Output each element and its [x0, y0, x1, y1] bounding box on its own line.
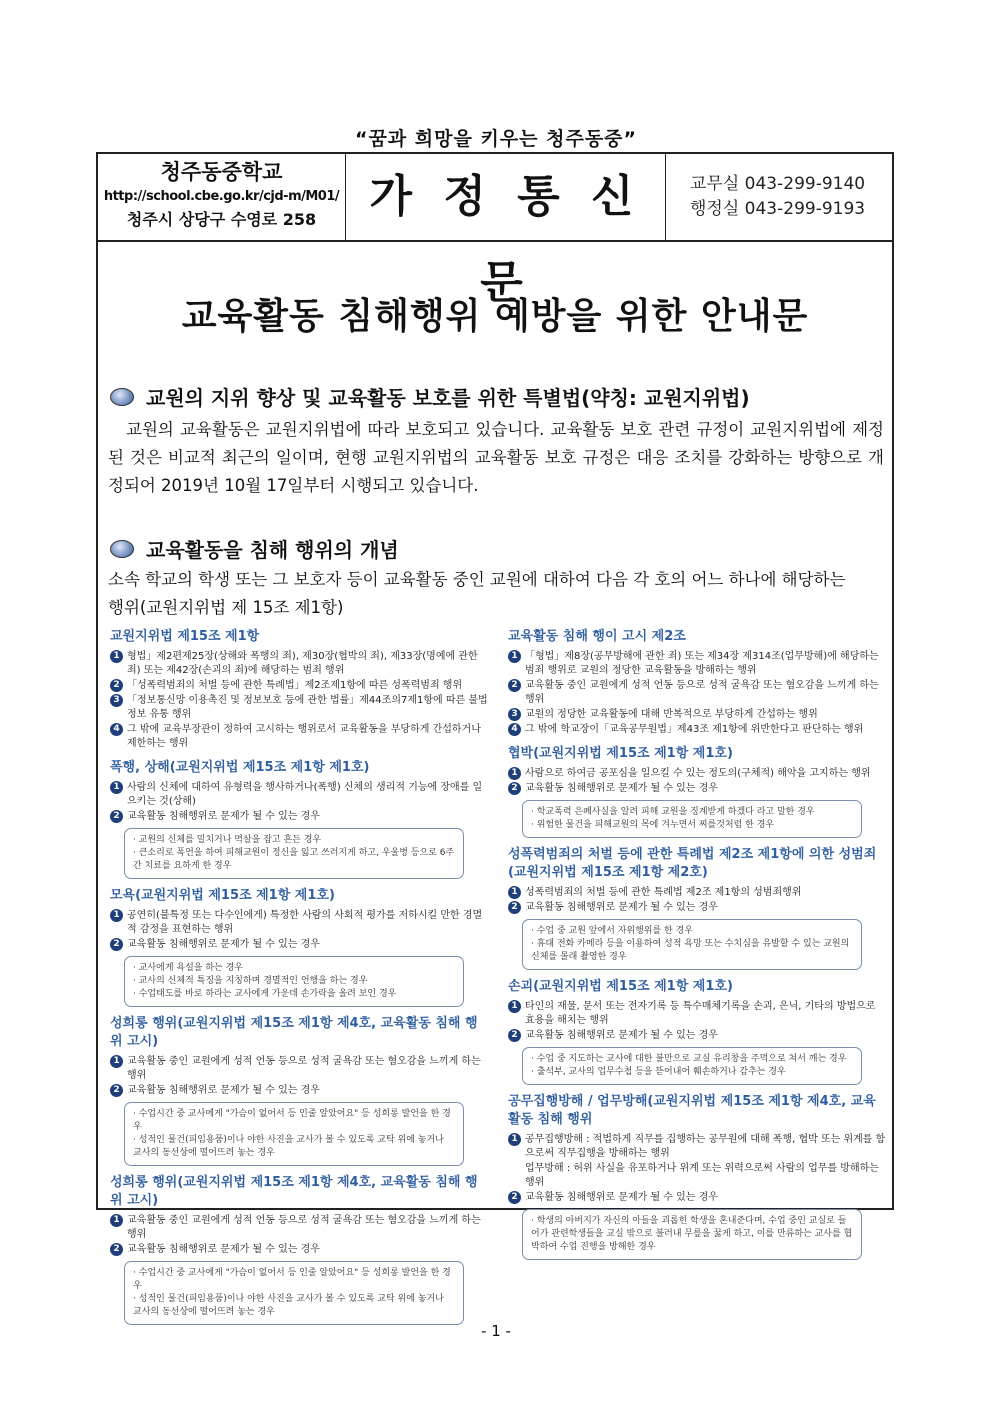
example-line: · 수업시간 중 교사에게 "가슴이 없어서 등 인줄 알았어요" 등 성희롱 발언을 한 경우: [133, 1108, 455, 1134]
phone-office: 교무실 043-299-9140: [690, 174, 866, 194]
item-text: 교육활동 침해행위로 문제가 될 수 있는 경우: [525, 1192, 718, 1203]
example-line: · 출석부, 교사의 업무수첩 등을 뜯어내어 훼손하거나 감추는 경우: [531, 1066, 853, 1079]
item-text: 그 밖에 교육부장관이 정하여 고시하는 행위로서 교육활동을 부당하게 간섭하거나 제한하는 행위: [127, 724, 481, 749]
example-line: · 큰소리로 폭언을 하여 피해교원이 정신을 잃고 쓰러지게 하고, 우울병 등으로 6주간 치료를 요하게 한 경우: [133, 847, 455, 873]
header: [98, 154, 892, 308]
item-text: 공연히(불특정 또는 다수인에게) 특정한 사람의 사회적 평가를 저하시킬 만한 경멸적 감정을 표현하는 행위: [127, 910, 483, 935]
number-badge: 1: [110, 650, 123, 663]
law-block: [110, 628, 490, 751]
main-title: 교육활동 침해행위 예방을 위한 안내문: [181, 296, 809, 337]
number-badge: 3: [110, 694, 123, 707]
law-block: [508, 745, 888, 838]
section2-heading-text: 교육활동을 침해 행위의 개념: [146, 538, 399, 562]
example-line: · 수업태도를 바로 하라는 교사에게 가운데 손가락을 올려 보인 경우: [133, 988, 455, 1001]
item-text: 「형법」제8장(공무방해에 관한 죄) 또는 제34장 제314조(업무방해)에 해당하는 범죄 행위로 교원의 정당한 교육활동을 방해하는 행위: [525, 651, 879, 676]
item-text: 사람의 신체에 대하여 유형력을 행사하거나(폭행) 신체의 생리적 기능에 장애를 일으키는 것(상해): [127, 782, 483, 807]
example-line: · 휴대 전화 카메라 등을 이용하여 성적 욕망 또는 수치심을 유발할 수 있는 교원의 신체를 몰래 촬영한 경우: [531, 938, 853, 964]
item-text: 사람으로 하여금 공포심을 일으킬 수 있는 정도의(구체적) 해악을 고지하는 행위: [525, 768, 871, 779]
example-line: · 학교폭력 은폐사실을 알려 피해 교원을 징계받게 하겠다 라고 말한 경우: [531, 806, 853, 819]
left-column: [110, 628, 490, 1333]
number-badge: 4: [110, 723, 123, 736]
example-line: · 수업시간 중 교사에게 "가슴이 없어서 등 인줄 알았어요" 등 성희롱 발언을 한 경우: [133, 1267, 455, 1293]
newsletter-title: 가 정 통 신 문: [369, 171, 642, 308]
list-item: [508, 1000, 888, 1028]
example-box: [522, 800, 862, 838]
phone-admin: 행정실 043-299-9193: [690, 199, 866, 219]
list-item: [110, 810, 490, 824]
example-line: · 교원의 신체를 밀치거나 멱살을 잡고 흔든 경우: [133, 834, 455, 847]
law-block: [110, 759, 490, 879]
block-title: 교육활동 침해 행이 고시 제2조: [508, 629, 686, 644]
item-text: 공무집행방해 : 적법하게 직무를 집행하는 공무원에 대해 폭행, 협박 또는 위계를 함으로써 직무집행을 방해하는 행위: [525, 1134, 886, 1159]
list-item: [508, 901, 888, 915]
list-item: [508, 767, 888, 781]
school-info: [98, 154, 346, 240]
list-item: [110, 694, 490, 722]
item-text: 교육활동 중인 교원에게 성적 언동 등으로 성적 굴욕감 또는 혐오감을 느끼게 하는 행위: [127, 1215, 481, 1240]
item-text: 교육활동 중인 교원에게 성적 언동 등으로 성적 굴욕감 또는 혐오감을 느끼게 하는 행위: [525, 680, 879, 705]
school-url[interactable]: http://school.cbe.go.kr/cjd-m/M01/: [103, 189, 340, 204]
number-badge: 2: [508, 782, 521, 795]
number-badge: 1: [508, 767, 521, 780]
item-text: 교원의 정당한 교육활동에 대해 반복적으로 부당하게 간섭하는 행위: [525, 709, 818, 720]
law-block: [508, 1093, 888, 1260]
item-text: 교육활동 침해행위로 문제가 될 수 있는 경우: [525, 783, 718, 794]
block-title: 공무집행방해 / 업무방해(교원지위법 제15조 제1항 제4호, 교육활동 침해 행위: [508, 1094, 876, 1127]
list-item: [110, 938, 490, 952]
number-badge: 4: [508, 723, 521, 736]
newsletter-title-cell: [346, 154, 666, 308]
example-line: · 수업 중 지도하는 교사에 대한 불만으로 교실 유리창을 주먹으로 쳐서 깨는 경우: [531, 1053, 853, 1066]
number-badge: 1: [508, 1000, 521, 1013]
motto: “꿈과 희망을 키우는 청주동중”: [354, 128, 638, 150]
example-box: [522, 1047, 862, 1085]
example-line: · 교사의 신체적 특징을 지칭하며 경멸적인 언행을 하는 경우: [133, 975, 455, 988]
example-box: [124, 1102, 464, 1166]
block-title: 협박(교원지위법 제15조 제1항 제1호): [508, 746, 733, 761]
example-line: · 위험한 물건을 피해교원의 목에 겨누면서 찌를것처럼 한 경우: [531, 819, 853, 832]
example-line: · 교사에게 욕설을 하는 경우: [133, 962, 455, 975]
list-item: [110, 909, 490, 937]
law-block: [508, 628, 888, 737]
item-text: 업무방해 : 허위 사실을 유포하거나 위계 또는 위력으로써 사람의 업무를 방해하는 행위: [525, 1163, 879, 1188]
number-badge: 1: [110, 909, 123, 922]
list-item: [110, 1214, 490, 1242]
law-block: [110, 1015, 490, 1166]
item-text: 성폭력범죄의 처벌 등에 관한 특례법 제2조 제1항의 성범죄행위: [525, 887, 802, 898]
number-badge: 2: [110, 1084, 123, 1097]
newsletter-frame: [96, 152, 894, 1317]
number-badge: 1: [508, 1133, 521, 1146]
section2-body: 소속 학교의 학생 또는 그 보호자 등이 교육활동 중인 교원에 대하여 다음 각 호의 어느 하나에 해당하는 행위(교원지위법 제 15조 제1항): [108, 570, 846, 617]
list-item: [508, 1191, 888, 1205]
item-text: 교육활동 침해행위로 문제가 될 수 있는 경우: [525, 902, 718, 913]
block-title: 모욕(교원지위법 제15조 제1항 제1호): [110, 888, 335, 903]
number-badge: 2: [508, 1029, 521, 1042]
section2-heading: [110, 534, 399, 563]
page-number: - 1 -: [481, 1322, 511, 1340]
example-line: · 성적인 물건(피임용품)이나 야한 사진을 교사가 볼 수 있도록 교탁 위에 놓거나 교사의 동선상에 떨어뜨려 놓는 경우: [133, 1293, 455, 1319]
list-item: [110, 650, 490, 678]
number-badge: 2: [508, 679, 521, 692]
item-text: 교육활동 침해행위로 문제가 될 수 있는 경우: [127, 1244, 320, 1255]
example-line: · 학생의 아버지가 자신의 아들을 괴롭힌 학생을 혼내준다며, 수업 중인 교실로 들어가 관련학생들을 교실 밖으로 불러내 무릎을 꿇게 하고, 이를 만류하는 교사를 협박하여 수업 진행을 방해한 경우: [531, 1215, 853, 1254]
law-block: [110, 1174, 490, 1325]
number-badge: 1: [110, 781, 123, 794]
item-text: 교육활동 침해행위로 문제가 될 수 있는 경우: [127, 1085, 320, 1096]
list-item: [508, 650, 888, 678]
item-text: 교육활동 침해행위로 문제가 될 수 있는 경우: [127, 811, 320, 822]
item-text: 「성폭력범죄의 처벌 등에 관한 특례법」제2조제1항에 따른 성폭력범죄 행위: [127, 680, 463, 691]
example-box: [124, 956, 464, 1007]
number-badge: 2: [508, 901, 521, 914]
item-text: 형법」제2편제25장(상해와 폭행의 죄), 제30장(협박의 죄), 제33장(명예에 관한 죄) 또는 제42장(손괴의 죄)에 해당하는 범죄 행위: [127, 651, 478, 676]
block-title: 교원지위법 제15조 제1항: [110, 629, 260, 644]
block-title: 성희롱 행위(교원지위법 제15조 제1항 제4호, 교육활동 침해 행위 고시): [110, 1175, 478, 1208]
block-title: 성폭력범죄의 처벌 등에 관한 특례법 제2조 제1항에 의한 성범죄 (교원지위법 제15조 제1항 제2호): [508, 847, 877, 880]
number-badge: 3: [508, 708, 521, 721]
number-badge: 1: [110, 1214, 123, 1227]
example-line: · 수업 중 교원 앞에서 자위행위를 한 경우: [531, 925, 853, 938]
list-item: [508, 782, 888, 796]
bullet-icon: [110, 540, 134, 558]
list-item: [508, 723, 888, 737]
number-badge: 2: [110, 1243, 123, 1256]
list-item: [110, 1243, 490, 1257]
contact-info: [666, 154, 892, 240]
item-text: 「정보통신망 이용촉진 및 정보보호 등에 관한 법률」제44조의7제1항에 따른 불법정보 유통 행위: [127, 695, 488, 720]
section1-heading-text: 교원의 지위 향상 및 교육활동 보호를 위한 특별법(약칭: 교원지위법): [146, 386, 750, 410]
number-badge: 1: [110, 1055, 123, 1068]
list-item: [110, 1055, 490, 1083]
number-badge: 2: [110, 679, 123, 692]
section1-heading: [110, 382, 750, 411]
item-text: 타인의 재물, 문서 또는 전자기록 등 특수매체기록을 손괴, 은닉, 기타의 방법으로 효용을 해치는 행위: [525, 1001, 876, 1026]
item-text: 교육활동 중인 교원에게 성적 언동 등으로 성적 굴욕감 또는 혐오감을 느끼게 하는 행위: [127, 1056, 481, 1081]
law-block: [508, 846, 888, 970]
section1-body: 교원의 교육활동은 교원지위법에 따라 보호되고 있습니다. 교육활동 보호 관련 규정이 교원지위법에 제정된 것은 비교적 최근의 일이며, 현행 교원지위법의 교육활동 보호 규정은 대응 조치를 강화하는 방향으로 개정되어 2019년 10월 17일부터 시행되고 있습니다.: [108, 420, 884, 495]
number-badge: 2: [110, 938, 123, 951]
block-title: 손괴(교원지위법 제15조 제1항 제1호): [508, 979, 733, 994]
list-item: [508, 708, 888, 722]
example-line: · 성적인 물건(피임용품)이나 야한 사진을 교사가 볼 수 있도록 교탁 위에 놓거나 교사의 동선상에 떨어뜨려 놓는 경우: [133, 1134, 455, 1160]
item-text: 교육활동 침해행위로 문제가 될 수 있는 경우: [127, 939, 320, 950]
block-title: 폭행, 상해(교원지위법 제15조 제1항 제1호): [110, 760, 370, 775]
law-block: [508, 978, 888, 1085]
number-badge: 2: [508, 1191, 521, 1204]
item-text: 그 밖에 학교장이「교육공무원법」제43조 제1항에 위반한다고 판단하는 행위: [525, 724, 864, 735]
example-box: [522, 1209, 862, 1260]
list-item: [508, 1133, 888, 1161]
list-item: [110, 679, 490, 693]
number-badge: 1: [508, 886, 521, 899]
law-block: [110, 887, 490, 1007]
number-badge: 1: [508, 650, 521, 663]
list-item: [508, 679, 888, 707]
right-column: [508, 628, 888, 1268]
example-box: [522, 919, 862, 970]
block-title: 성희롱 행위(교원지위법 제15조 제1항 제4호, 교육활동 침해 행위 고시): [110, 1016, 478, 1049]
number-badge: 2: [110, 810, 123, 823]
school-address: 청주시 상당구 수영로 258: [126, 210, 317, 229]
example-box: [124, 1261, 464, 1325]
list-item: [110, 781, 490, 809]
list-item: [508, 1029, 888, 1043]
item-text: 교육활동 침해행위로 문제가 될 수 있는 경우: [525, 1030, 718, 1041]
list-item: [525, 1162, 888, 1190]
bullet-icon: [110, 388, 134, 406]
list-item: [110, 1084, 490, 1098]
example-box: [124, 828, 464, 879]
list-item: [110, 723, 490, 751]
school-name: 청주동중학교: [160, 160, 283, 184]
list-item: [508, 886, 888, 900]
